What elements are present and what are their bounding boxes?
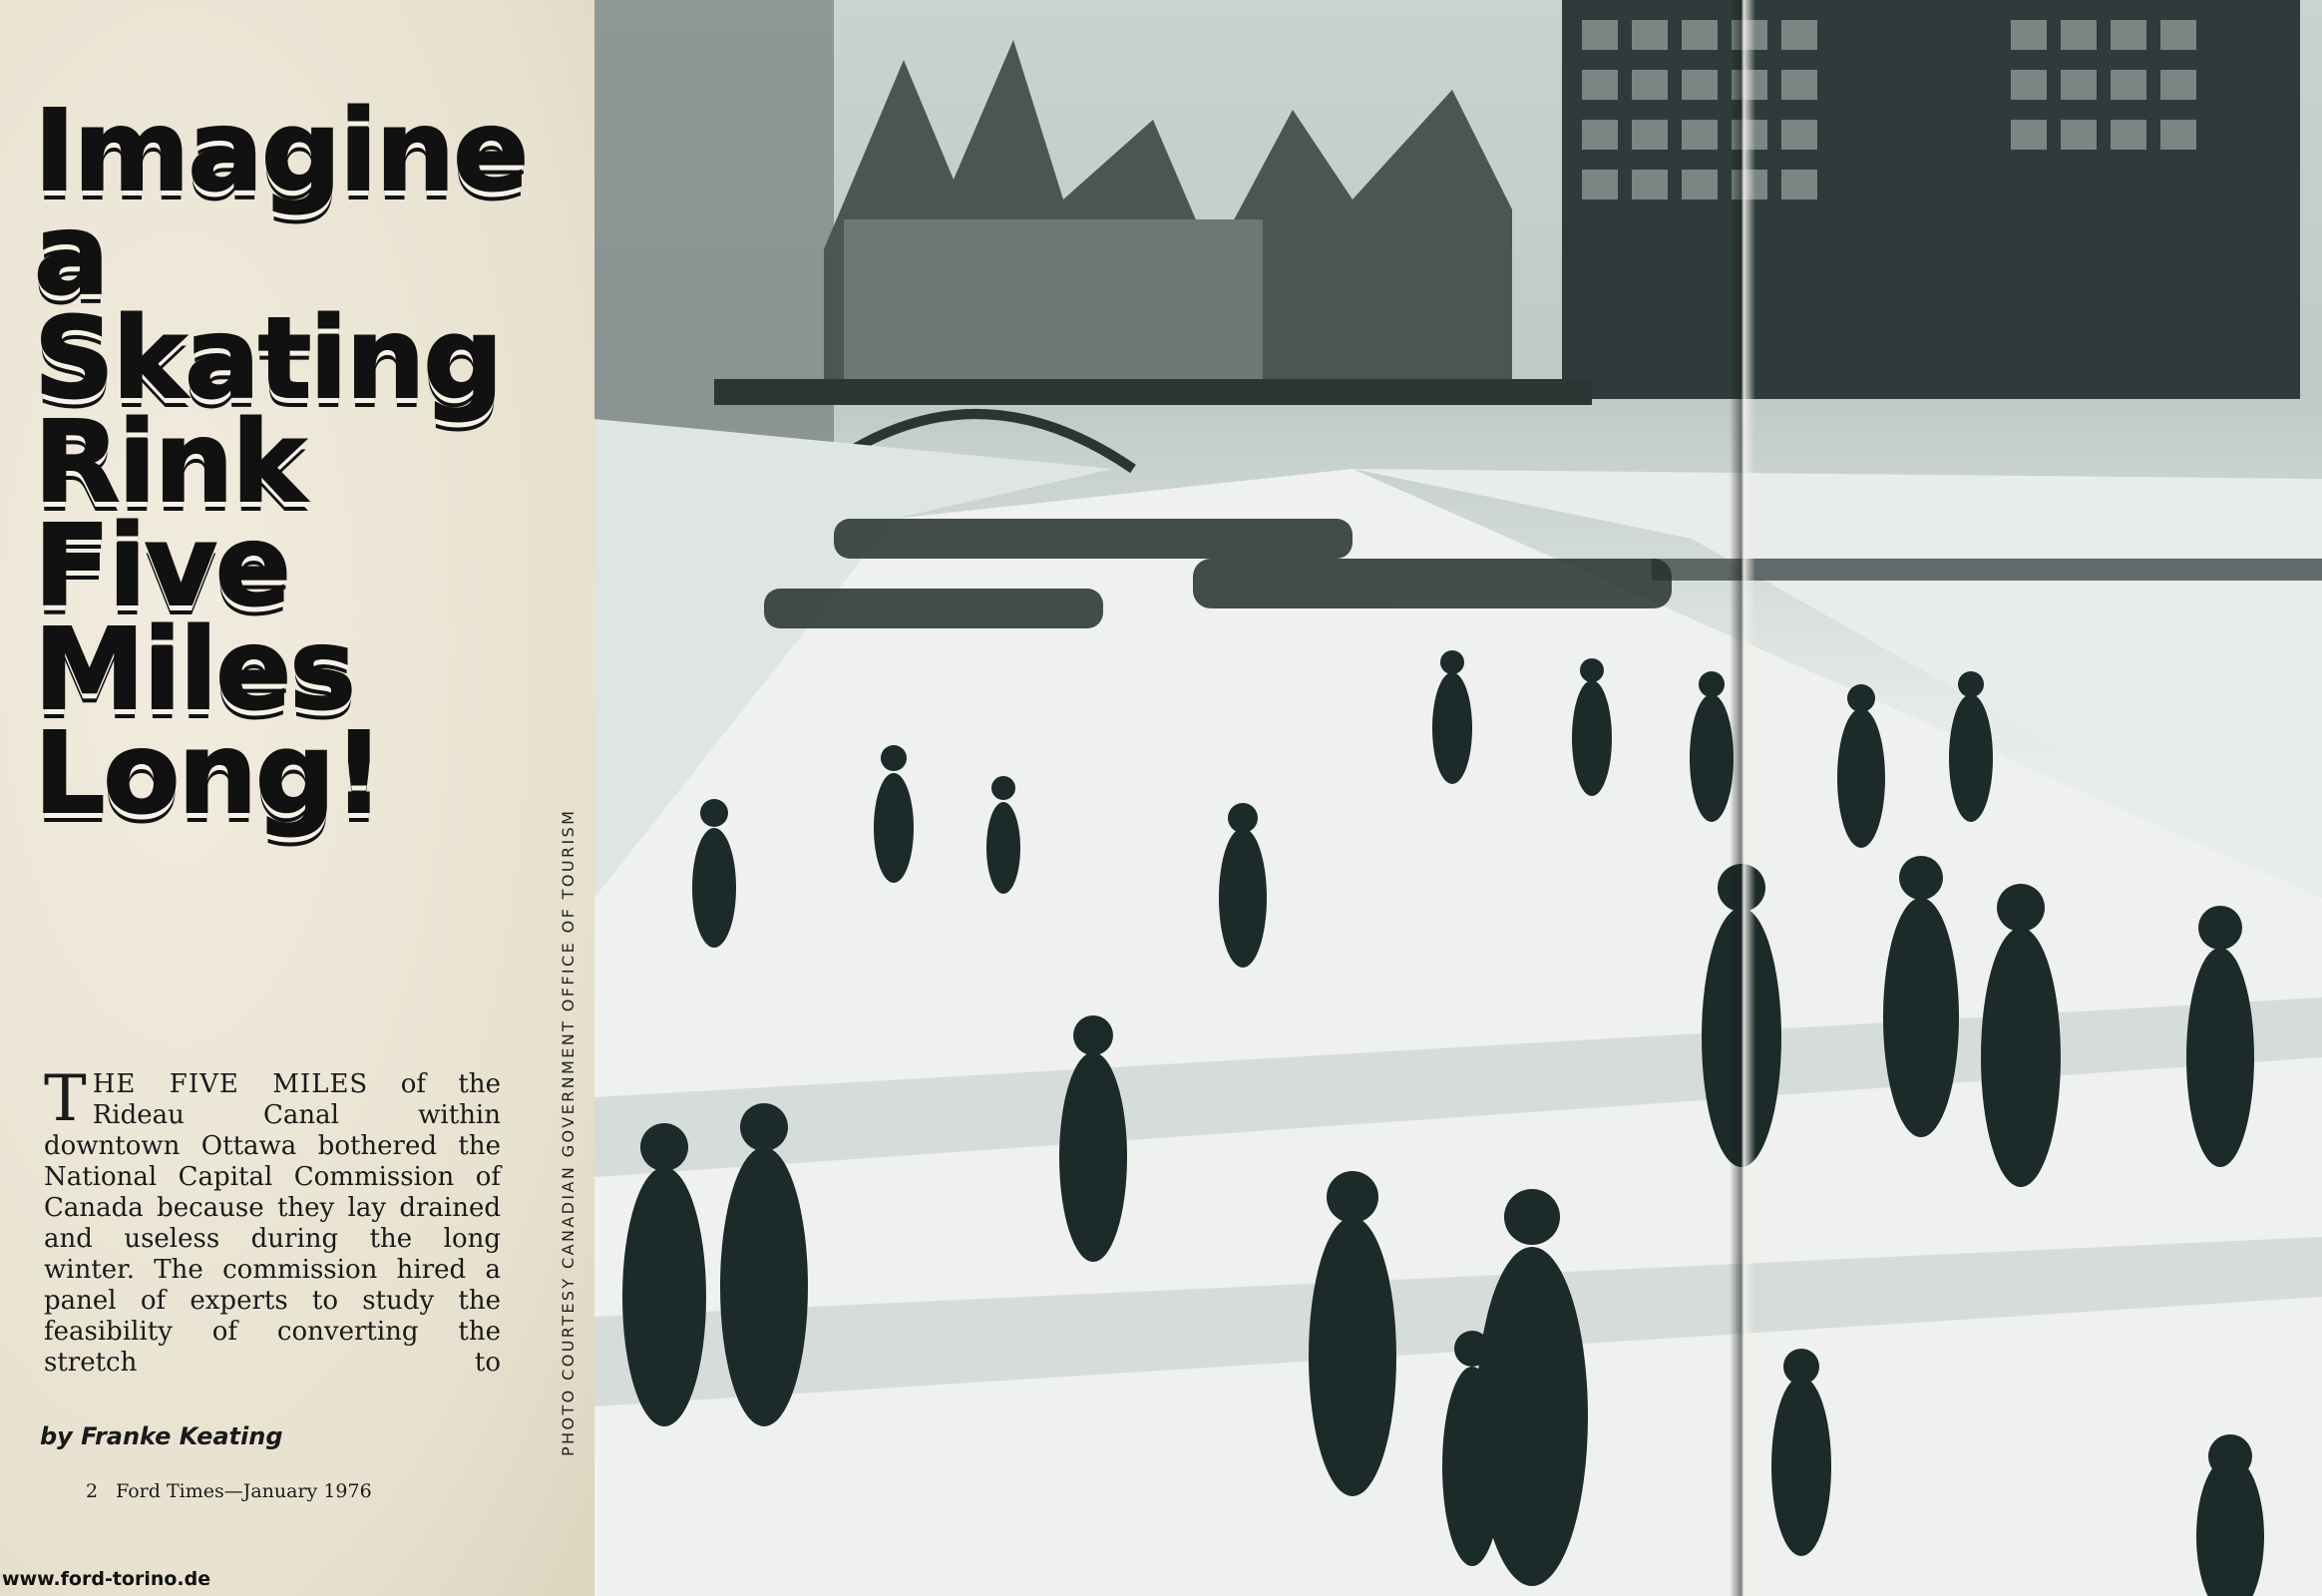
text-page <box>0 0 594 1596</box>
drop-cap: T <box>44 1062 87 1136</box>
headline-line-1: Imagine <box>34 87 528 216</box>
canal-skaters-photo <box>594 0 2322 1596</box>
page-gutter <box>1730 0 1755 1596</box>
photo-credit: PHOTO COURTESY CANADIAN GOVERNMENT OFFICE OF TOURISM <box>559 808 578 1456</box>
lead-in-smallcaps: HE FIVE MILES <box>92 1069 369 1099</box>
publication-date: Ford Times—January 1976 <box>116 1480 372 1502</box>
headline <box>34 87 592 839</box>
headline-line-3: Skating <box>34 294 502 424</box>
headline-line-4: Rink <box>34 398 304 528</box>
article-body <box>44 1062 501 1379</box>
headline-line-5: Five <box>34 502 289 631</box>
page-number: 2 <box>86 1480 99 1502</box>
byline: by Franke Keating <box>40 1422 283 1450</box>
headline-line-6: Miles <box>34 605 354 735</box>
folio <box>86 1480 372 1502</box>
headline-line-2: a <box>34 191 108 320</box>
headline-line-7: Long! <box>34 709 383 839</box>
photo-illustration <box>594 0 2322 1596</box>
watermark-url: www.ford-torino.de <box>2 1568 211 1590</box>
article-body-text: of the Rideau Canal within downtown Ottawa bothered the National Capital Commission of Canada because they lay drained and useless during the long winter. The commission hired a panel of experts to study the feasibility of converting the stretch to <box>44 1069 501 1378</box>
